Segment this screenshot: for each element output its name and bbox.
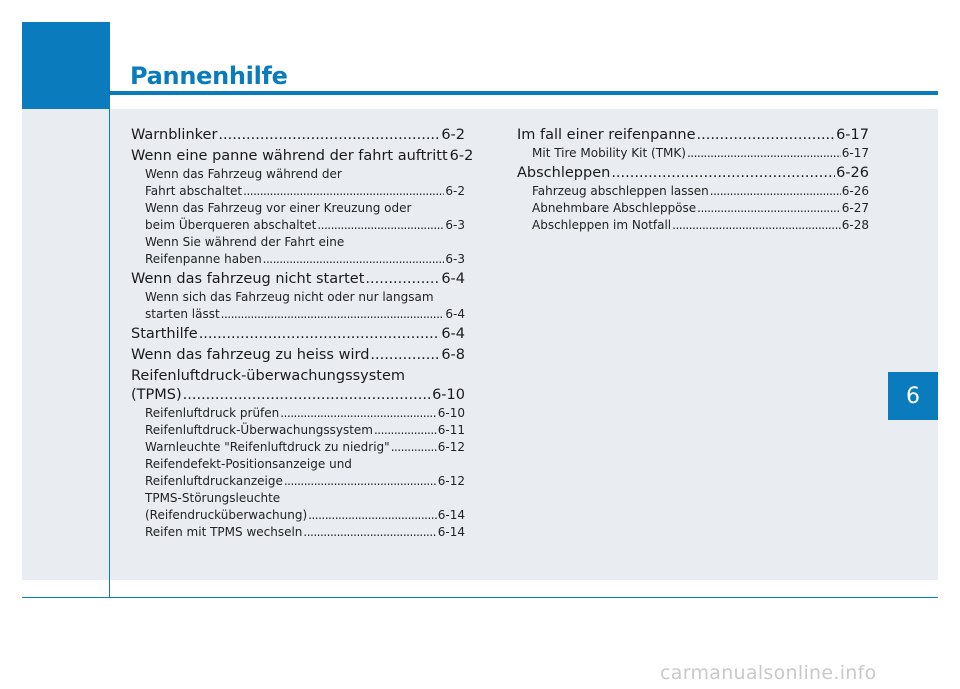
toc-entry-kreuzung[interactable]: beim Überqueren abschaltet ..... 6-3: [131, 217, 465, 234]
toc-entry-zu-heiss[interactable]: Wenn das fahrzeug zu heiss wird ..... 6-8: [131, 346, 465, 365]
toc-sub-line: Wenn sich das Fahrzeug nicht oder nur langsam: [145, 290, 434, 304]
bottom-rule: [22, 597, 938, 598]
toc-entry-reifenluftdruckanzeige[interactable]: Reifenluftdruckanzeige ..... 6-12: [131, 473, 465, 490]
corner-block: [22, 22, 109, 109]
toc-sub-line: Wenn das Fahrzeug vor einer Kreuzung oder: [145, 201, 412, 215]
toc-entry-reifenluftdruck-pruefen[interactable]: Reifenluftdruck prüfen ..... 6-10: [131, 405, 465, 422]
toc-entry-reifenpanne[interactable]: Im fall einer reifenpanne ..... 6-17: [517, 126, 869, 145]
title-rule: [109, 91, 938, 95]
toc-main-line: Reifenluftdruck-überwachungssystem: [131, 368, 406, 384]
toc-entry-panne[interactable]: Wenn eine panne während der fahrt auftritt 6-2: [131, 148, 474, 164]
toc-entry-reifenpanne-fahrt[interactable]: Reifenpanne haben ..... 6-3: [131, 251, 465, 268]
toc-entry-fahrt-abschaltet[interactable]: Fahrt abschaltet ..... 6-2: [131, 183, 465, 200]
toc-sub-line: Reifendefekt-Positionsanzeige und: [145, 457, 352, 471]
toc-entry-abschleppen[interactable]: Abschleppen ..... 6-26: [517, 164, 869, 183]
toc-entry-reifendruckueberwachung[interactable]: (Reifendrucküberwachung) ..... 6-14: [131, 507, 465, 524]
toc-entry-starten-laesst[interactable]: starten lässt ..... 6-4: [131, 306, 465, 323]
toc-entry-warnleuchte[interactable]: Warnleuchte "Reifenluftdruck zu niedrig" ..... 6-12: [131, 439, 465, 456]
watermark: carmanualsonline.info: [660, 662, 877, 684]
toc-entry-warnblinker[interactable]: Warnblinker ..... 6-2: [131, 126, 465, 145]
toc-sub-line: Wenn das Fahrzeug während der: [145, 167, 342, 181]
toc-left-column: [131, 124, 474, 541]
toc-entry-ueberwachungssystem[interactable]: Reifenluftdruck-Überwachungssystem ..... 6-11: [131, 422, 465, 439]
toc-entry-tpms[interactable]: (TPMS) ..... 6-10: [131, 386, 465, 405]
chapter-tab[interactable]: 6: [888, 372, 938, 420]
toc-entry-notfall[interactable]: Abschleppen im Notfall ..... 6-28: [517, 217, 869, 234]
toc-right-column: [517, 124, 869, 234]
toc-entry-nicht-startet[interactable]: Wenn das fahrzeug nicht startet ..... 6-4: [131, 270, 465, 289]
toc-entry-reifen-wechseln[interactable]: Reifen mit TPMS wechseln ..... 6-14: [131, 524, 465, 541]
toc-entry-starthilfe[interactable]: Starthilfe ..... 6-4: [131, 325, 465, 344]
toc-sub-line: TPMS-Störungsleuchte: [145, 491, 281, 505]
page-title: Pannenhilfe: [130, 62, 288, 90]
toc-sub-line: Wenn Sie während der Fahrt eine: [145, 235, 345, 249]
vertical-rule: [109, 22, 110, 598]
toc-entry-abschleppoese[interactable]: Abnehmbare Abschleppöse ..... 6-27: [517, 200, 869, 217]
toc-entry-tmk[interactable]: Mit Tire Mobility Kit (TMK) ..... 6-17: [517, 145, 869, 162]
toc-entry-abschleppen-lassen[interactable]: Fahrzeug abschleppen lassen ..... 6-26: [517, 183, 869, 200]
